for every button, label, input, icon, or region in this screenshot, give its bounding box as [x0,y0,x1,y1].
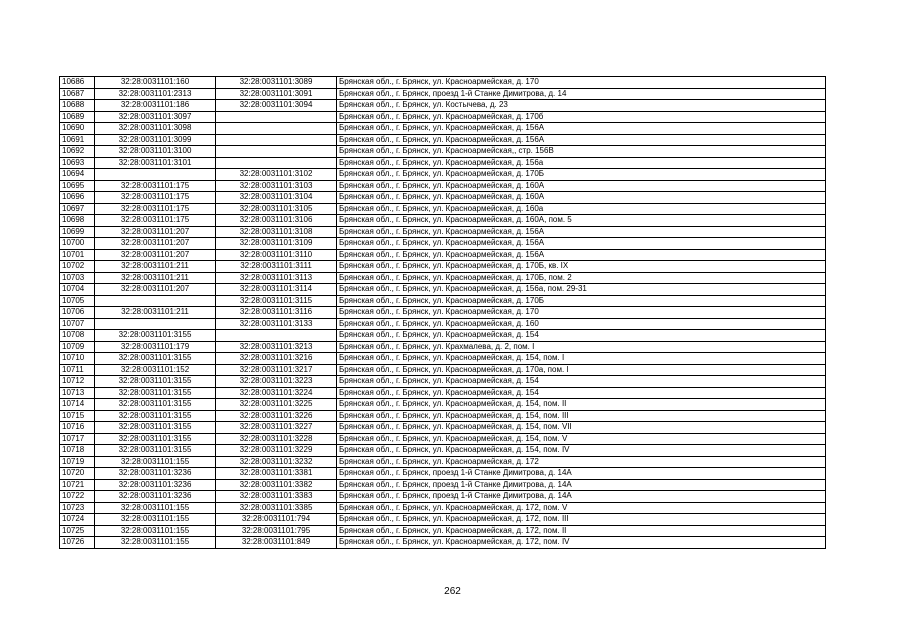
object-cadastral-number-cell: 32:28:0031101:3227 [216,422,337,434]
parcel-cadastral-number-cell: 32:28:0031101:155 [95,502,216,514]
object-cadastral-number-cell: 32:28:0031101:3108 [216,226,337,238]
table-row [60,502,826,514]
object-cadastral-number-cell: 32:28:0031101:3229 [216,445,337,457]
object-cadastral-number-cell [216,134,337,146]
address-cell: Брянская обл., г. Брянск, ул. Красноармейская, д. 172, пом. III [337,514,826,526]
address-cell: Брянская обл., г. Брянск, ул. Красноармейская, д. 160А, пом. 5 [337,215,826,227]
address-cell: Брянская обл., г. Брянск, ул. Красноармейская, д. 172, пом. II [337,525,826,537]
address-cell: Брянская обл., г. Брянск, ул. Красноармейская, д. 154, пом. I [337,353,826,365]
address-cell: Брянская обл., г. Брянск, ул. Красноармейская, д. 172, пом. V [337,502,826,514]
object-cadastral-number-cell: 32:28:0031101:3225 [216,399,337,411]
row-number-cell: 10701 [60,249,95,261]
row-number-cell: 10723 [60,502,95,514]
address-cell: Брянская обл., г. Брянск, ул. Красноармейская, д. 160А [337,180,826,192]
table-row [60,364,826,376]
row-number-cell: 10693 [60,157,95,169]
address-cell: Брянская обл., г. Брянск, ул. Красноармейская, д. 172 [337,456,826,468]
object-cadastral-number-cell: 32:28:0031101:3224 [216,387,337,399]
table-row [60,238,826,250]
parcel-cadastral-number-cell: 32:28:0031101:3155 [95,353,216,365]
page-number: 262 [444,586,461,597]
row-number-cell: 10714 [60,399,95,411]
parcel-cadastral-number-cell: 32:28:0031101:155 [95,525,216,537]
table-row [60,353,826,365]
object-cadastral-number-cell: 32:28:0031101:849 [216,537,337,549]
table-row [60,376,826,388]
row-number-cell: 10692 [60,146,95,158]
address-cell: Брянская обл., г. Брянск, ул. Красноармейская,, стр. 156В [337,146,826,158]
row-number-cell: 10695 [60,180,95,192]
table-row [60,157,826,169]
row-number-cell: 10702 [60,261,95,273]
table-row [60,134,826,146]
row-number-cell: 10712 [60,376,95,388]
table-row [60,169,826,181]
address-cell: Брянская обл., г. Брянск, ул. Красноармейская, д. 170Б [337,169,826,181]
row-number-cell: 10710 [60,353,95,365]
address-cell: Брянская обл., г. Брянск, ул. Красноармейская, д. 160А [337,192,826,204]
parcel-cadastral-number-cell: 32:28:0031101:3236 [95,491,216,503]
object-cadastral-number-cell: 32:28:0031101:3223 [216,376,337,388]
address-cell: Брянская обл., г. Брянск, ул. Красноармейская, д. 160а [337,203,826,215]
row-number-cell: 10696 [60,192,95,204]
address-cell: Брянская обл., г. Брянск, ул. Красноармейская, д. 154, пом. VII [337,422,826,434]
table-row [60,468,826,480]
row-number-cell: 10688 [60,100,95,112]
object-cadastral-number-cell: 32:28:0031101:3114 [216,284,337,296]
object-cadastral-number-cell: 32:28:0031101:794 [216,514,337,526]
parcel-cadastral-number-cell: 32:28:0031101:186 [95,100,216,112]
address-cell: Брянская обл., г. Брянск, ул. Красноармейская, д. 170Б [337,295,826,307]
row-number-cell: 10713 [60,387,95,399]
table-row [60,284,826,296]
parcel-cadastral-number-cell: 32:28:0031101:160 [95,77,216,89]
object-cadastral-number-cell: 32:28:0031101:3089 [216,77,337,89]
parcel-cadastral-number-cell: 32:28:0031101:3099 [95,134,216,146]
address-cell: Брянская обл., г. Брянск, ул. Красноармейская, д. 154, пом. V [337,433,826,445]
parcel-cadastral-number-cell: 32:28:0031101:3098 [95,123,216,135]
address-cell: Брянская обл., г. Брянск, проезд 1-й Станке Димитрова, д. 14А [337,468,826,480]
parcel-cadastral-number-cell: 32:28:0031101:155 [95,456,216,468]
parcel-cadastral-number-cell: 32:28:0031101:207 [95,249,216,261]
table-row [60,479,826,491]
parcel-cadastral-number-cell: 32:28:0031101:152 [95,364,216,376]
address-cell: Брянская обл., г. Брянск, ул. Красноармейская, д. 156А [337,123,826,135]
parcel-cadastral-number-cell: 32:28:0031101:3236 [95,468,216,480]
table-row [60,318,826,330]
object-cadastral-number-cell [216,146,337,158]
table-row [60,341,826,353]
address-cell: Брянская обл., г. Брянск, ул. Красноармейская, д. 170 [337,77,826,89]
address-cell: Брянская обл., г. Брянск, ул. Красноармейская, д. 156а [337,157,826,169]
row-number-cell: 10698 [60,215,95,227]
address-cell: Брянская обл., г. Брянск, ул. Красноармейская, д. 172, пом. IV [337,537,826,549]
object-cadastral-number-cell: 32:28:0031101:3110 [216,249,337,261]
parcel-cadastral-number-cell: 32:28:0031101:3155 [95,399,216,411]
table-body [60,77,826,549]
row-number-cell: 10718 [60,445,95,457]
address-cell: Брянская обл., г. Брянск, ул. Красноармейская, д. 154, пом. II [337,399,826,411]
row-number-cell: 10697 [60,203,95,215]
table-row [60,215,826,227]
table-row [60,330,826,342]
parcel-cadastral-number-cell: 32:28:0031101:175 [95,180,216,192]
parcel-cadastral-number-cell: 32:28:0031101:3155 [95,387,216,399]
row-number-cell: 10725 [60,525,95,537]
table-row [60,192,826,204]
table-row [60,88,826,100]
table-row [60,514,826,526]
parcel-cadastral-number-cell: 32:28:0031101:3155 [95,422,216,434]
table-row [60,410,826,422]
object-cadastral-number-cell: 32:28:0031101:3106 [216,215,337,227]
row-number-cell: 10717 [60,433,95,445]
address-cell: Брянская обл., г. Брянск, ул. Красноармейская, д. 154, пом. III [337,410,826,422]
parcel-cadastral-number-cell: 32:28:0031101:179 [95,341,216,353]
parcel-cadastral-number-cell [95,318,216,330]
parcel-cadastral-number-cell: 32:28:0031101:155 [95,514,216,526]
table-row [60,249,826,261]
row-number-cell: 10700 [60,238,95,250]
object-cadastral-number-cell [216,111,337,123]
table-row [60,387,826,399]
address-cell: Брянская обл., г. Брянск, ул. Красноармейская, д. 154 [337,330,826,342]
address-cell: Брянская обл., г. Брянск, ул. Красноармейская, д. 156А [337,238,826,250]
object-cadastral-number-cell [216,123,337,135]
object-cadastral-number-cell: 32:28:0031101:3115 [216,295,337,307]
parcel-cadastral-number-cell: 32:28:0031101:175 [95,215,216,227]
parcel-cadastral-number-cell: 32:28:0031101:3155 [95,445,216,457]
table-row [60,422,826,434]
object-cadastral-number-cell: 32:28:0031101:3232 [216,456,337,468]
address-cell: Брянская обл., г. Брянск, ул. Красноармейская, д. 154 [337,387,826,399]
row-number-cell: 10691 [60,134,95,146]
table-row [60,433,826,445]
address-cell: Брянская обл., г. Брянск, ул. Красноармейская, д. 170Б, пом. 2 [337,272,826,284]
row-number-cell: 10690 [60,123,95,135]
table-row [60,307,826,319]
object-cadastral-number-cell: 32:28:0031101:3382 [216,479,337,491]
object-cadastral-number-cell: 32:28:0031101:3104 [216,192,337,204]
address-cell: Брянская обл., г. Брянск, ул. Красноармейская, д. 154 [337,376,826,388]
parcel-cadastral-number-cell: 32:28:0031101:3155 [95,330,216,342]
object-cadastral-number-cell: 32:28:0031101:3217 [216,364,337,376]
table-row [60,111,826,123]
object-cadastral-number-cell: 32:28:0031101:3213 [216,341,337,353]
parcel-cadastral-number-cell [95,169,216,181]
parcel-cadastral-number-cell: 32:28:0031101:155 [95,537,216,549]
row-number-cell: 10704 [60,284,95,296]
row-number-cell: 10686 [60,77,95,89]
row-number-cell: 10689 [60,111,95,123]
parcel-cadastral-number-cell: 32:28:0031101:3236 [95,479,216,491]
row-number-cell: 10694 [60,169,95,181]
parcel-cadastral-number-cell: 32:28:0031101:3155 [95,410,216,422]
parcel-cadastral-number-cell: 32:28:0031101:3100 [95,146,216,158]
object-cadastral-number-cell: 32:28:0031101:3383 [216,491,337,503]
row-number-cell: 10708 [60,330,95,342]
parcel-cadastral-number-cell: 32:28:0031101:3155 [95,433,216,445]
row-number-cell: 10707 [60,318,95,330]
table-row [60,537,826,549]
parcel-cadastral-number-cell: 32:28:0031101:3101 [95,157,216,169]
row-number-cell: 10722 [60,491,95,503]
address-cell: Брянская обл., г. Брянск, ул. Красноармейская, д. 170 [337,307,826,319]
object-cadastral-number-cell: 32:28:0031101:3109 [216,238,337,250]
parcel-cadastral-number-cell: 32:28:0031101:3155 [95,376,216,388]
row-number-cell: 10716 [60,422,95,434]
object-cadastral-number-cell: 32:28:0031101:3113 [216,272,337,284]
object-cadastral-number-cell: 32:28:0031101:3111 [216,261,337,273]
parcel-cadastral-number-cell: 32:28:0031101:207 [95,238,216,250]
address-cell: Брянская обл., г. Брянск, ул. Красноармейская, д. 156а, пом. 29-31 [337,284,826,296]
table-row [60,146,826,158]
parcel-cadastral-number-cell: 32:28:0031101:3097 [95,111,216,123]
address-cell: Брянская обл., г. Брянск, проезд 1-й Станке Димитрова, д. 14 [337,88,826,100]
address-cell: Брянская обл., г. Брянск, ул. Крахмалева, д. 2, пом. I [337,341,826,353]
object-cadastral-number-cell: 32:28:0031101:3105 [216,203,337,215]
row-number-cell: 10709 [60,341,95,353]
object-cadastral-number-cell: 32:28:0031101:3133 [216,318,337,330]
row-number-cell: 10719 [60,456,95,468]
address-cell: Брянская обл., г. Брянск, проезд 1-й Станке Димитрова, д. 14А [337,491,826,503]
table-row [60,491,826,503]
object-cadastral-number-cell: 32:28:0031101:3102 [216,169,337,181]
table-row [60,445,826,457]
parcel-cadastral-number-cell: 32:28:0031101:175 [95,192,216,204]
table-row [60,525,826,537]
row-number-cell: 10726 [60,537,95,549]
address-cell: Брянская обл., г. Брянск, ул. Красноармейская, д. 156А [337,226,826,238]
table-row [60,295,826,307]
parcel-cadastral-number-cell: 32:28:0031101:211 [95,307,216,319]
table-row [60,203,826,215]
object-cadastral-number-cell: 32:28:0031101:3226 [216,410,337,422]
address-cell: Брянская обл., г. Брянск, ул. Костычева, д. 23 [337,100,826,112]
address-cell: Брянская обл., г. Брянск, проезд 1-й Станке Димитрова, д. 14А [337,479,826,491]
parcel-cadastral-number-cell: 32:28:0031101:207 [95,284,216,296]
parcel-cadastral-number-cell: 32:28:0031101:175 [95,203,216,215]
parcel-cadastral-number-cell [95,295,216,307]
document-table [59,76,826,549]
address-cell: Брянская обл., г. Брянск, ул. Красноармейская, д. 154, пом. IV [337,445,826,457]
address-cell: Брянская обл., г. Брянск, ул. Красноармейская, д. 160 [337,318,826,330]
row-number-cell: 10724 [60,514,95,526]
object-cadastral-number-cell: 32:28:0031101:3216 [216,353,337,365]
object-cadastral-number-cell [216,157,337,169]
object-cadastral-number-cell [216,330,337,342]
parcel-cadastral-number-cell: 32:28:0031101:211 [95,272,216,284]
row-number-cell: 10706 [60,307,95,319]
address-cell: Брянская обл., г. Брянск, ул. Красноармейская, д. 156А [337,134,826,146]
row-number-cell: 10703 [60,272,95,284]
table-row [60,77,826,89]
row-number-cell: 10711 [60,364,95,376]
address-cell: Брянская обл., г. Брянск, ул. Красноармейская, д. 156А [337,249,826,261]
row-number-cell: 10721 [60,479,95,491]
table-row [60,226,826,238]
table-row [60,123,826,135]
object-cadastral-number-cell: 32:28:0031101:3228 [216,433,337,445]
address-cell: Брянская обл., г. Брянск, ул. Красноармейская, д. 170а, пом. I [337,364,826,376]
table-row [60,456,826,468]
row-number-cell: 10699 [60,226,95,238]
table-row [60,180,826,192]
parcel-cadastral-number-cell: 32:28:0031101:211 [95,261,216,273]
table-row [60,399,826,411]
address-cell: Брянская обл., г. Брянск, ул. Красноармейская, д. 170б [337,111,826,123]
object-cadastral-number-cell: 32:28:0031101:3094 [216,100,337,112]
object-cadastral-number-cell: 32:28:0031101:3116 [216,307,337,319]
address-cell: Брянская обл., г. Брянск, ул. Красноармейская, д. 170Б, кв. IX [337,261,826,273]
table-row [60,272,826,284]
object-cadastral-number-cell: 32:28:0031101:3103 [216,180,337,192]
object-cadastral-number-cell: 32:28:0031101:795 [216,525,337,537]
row-number-cell: 10720 [60,468,95,480]
row-number-cell: 10715 [60,410,95,422]
table-row [60,261,826,273]
object-cadastral-number-cell: 32:28:0031101:3385 [216,502,337,514]
parcel-cadastral-number-cell: 32:28:0031101:207 [95,226,216,238]
object-cadastral-number-cell: 32:28:0031101:3381 [216,468,337,480]
object-cadastral-number-cell: 32:28:0031101:3091 [216,88,337,100]
parcel-cadastral-number-cell: 32:28:0031101:2313 [95,88,216,100]
row-number-cell: 10687 [60,88,95,100]
table-row [60,100,826,112]
row-number-cell: 10705 [60,295,95,307]
